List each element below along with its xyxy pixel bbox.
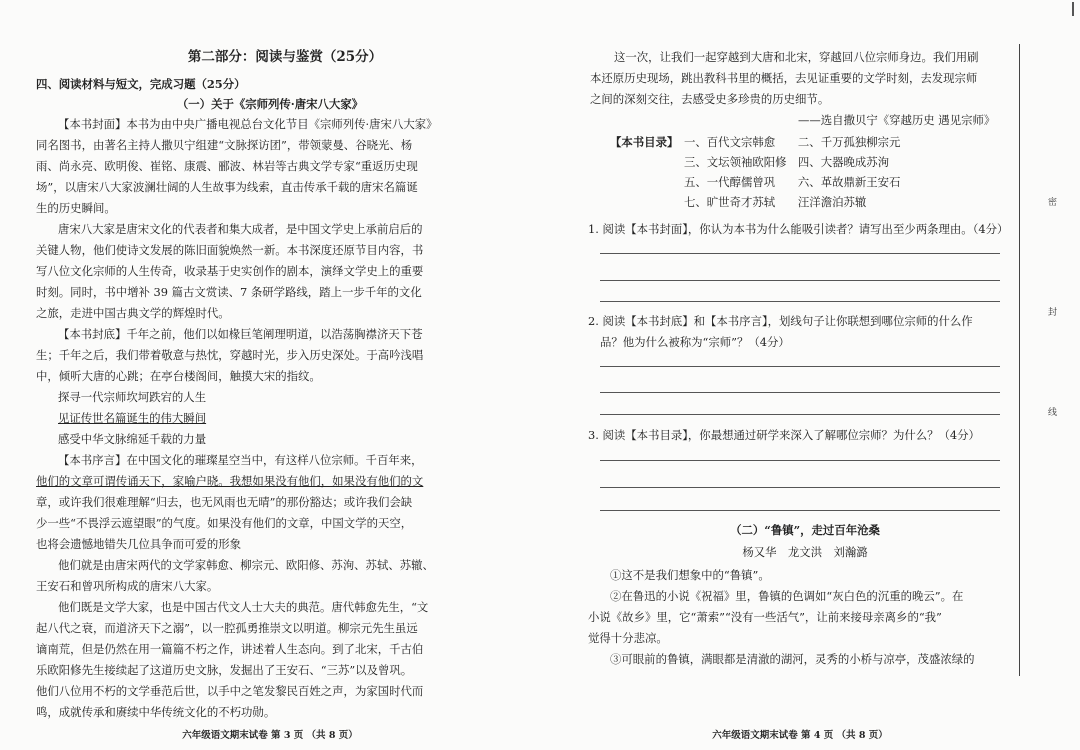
paragraph-line: 他们既是文学大家，也是中国古代文人士大夫的典范。唐代韩愈先生，“文 (58, 600, 429, 614)
paragraph-line: 写八位文化宗师的人生传奇，收录基于史实创作的剧本，演绎文学史上的重要 (36, 264, 424, 278)
section-title: 第二部分：阅读与鉴赏（25分） (187, 49, 383, 65)
toc-line: 七、旷世奇才苏轼 汪洋澹泊苏辙 (684, 195, 867, 209)
paragraph-line: 章，或许我们很难理解“归去，也无风雨也无晴”的那份豁达；或许我们会缺 (36, 495, 413, 509)
paragraph-line: 雨、尚永亮、欧明俊、崔铭、康震、郦波、林岩等古典文学专家“重返历史现 (36, 159, 418, 173)
answer-line[interactable] (600, 460, 1000, 461)
toc-line: 三、文坛领袖欧阳修 四、大器晚成苏洵 (684, 155, 890, 169)
right-page (540, 0, 1080, 750)
passage-line: ①这不是我们想象中的“鲁镇”。 (610, 568, 770, 582)
paragraph-line: 【本书封面】本书为由中央广播电视总台文化节目《宗师列传·唐宋八大家》 (58, 117, 438, 131)
paragraph-line: 时刻。同时，书中增补 39 篇古文赏读、7 条研学路线，踏上一步千年的文化 (36, 285, 422, 299)
answer-line[interactable] (600, 301, 1000, 302)
sub-heading: （一）关于《宗师列传·唐宋八大家》 (176, 97, 364, 111)
passage-line: 觉得十分悲凉。 (588, 631, 668, 645)
poem-line-underlined: 见证传世名篇诞生的伟大瞬间 (58, 411, 207, 425)
binding-mark: 封 (1048, 308, 1058, 318)
poem-line: 感受中华文脉绵延千载的力量 (58, 432, 207, 446)
paragraph-line: 生；千年之后，我们带着敬意与热忱，穿越时光，步入历史深处。于高吟浅唱 (36, 348, 424, 362)
answer-line[interactable] (600, 392, 1000, 393)
paragraph-line: 【本书封底】千年之前，他们以如椽巨笔阐理明道，以浩荡胸襟济天下苍 (58, 327, 423, 341)
source-citation: ——选自撒贝宁《穿越历史 遇见宗师》 (798, 113, 996, 127)
answer-line[interactable] (600, 510, 1000, 511)
question-2: 2. 阅读【本书封底】和【本书序言】，划线句子让你联想到哪位宗师的什么作 (588, 314, 973, 328)
toc-label: 【本书目录】 (610, 135, 679, 149)
question-2-cont: 品？他为什么被称为“宗师”？（4分） (600, 335, 790, 349)
paragraph-line: 他们八位用不朽的文学垂范后世，以手中之笔发黎民百姓之声，为家国时代而 (36, 684, 424, 698)
part-heading: 四、阅读材料与短文，完成习题（25分） (36, 77, 246, 91)
paragraph-line: 也将会遗憾地错失几位具争而可爱的形象 (36, 537, 242, 551)
paragraph-line: 鸣，成就传承和赓续中华传统文化的不朽功勋。 (36, 705, 276, 719)
paragraph-line: 场”，以唐宋八大家波澜壮阔的人生故事为线索，直击传承千载的唐宋名篇诞 (36, 180, 418, 194)
paragraph-line-underlined: 他们的文章可谓传诵天下，家喻户晓。我想如果没有他们，如果没有他们的文 (36, 474, 424, 488)
page-footer: 六年级语文期末试卷 第 3 页 （共 8 页） (182, 730, 358, 741)
paragraph-line: 之旅，走进中国古典文学的辉煌时代。 (36, 306, 230, 320)
page-footer: 六年级语文期末试卷 第 4 页 （共 8 页） (712, 730, 888, 741)
intro-line: 本还原历史现场，跳出教科书里的概括，去见证重要的文学时刻，去发现宗师 (590, 71, 978, 85)
paragraph-line: 谪南荒，但是仍然在用一篇篇不朽之作，讲述着人生态向。到了北宋，千古伯 (36, 642, 424, 656)
toc-line: 一、百代文宗韩愈 二、千万孤独柳宗元 (684, 135, 901, 149)
toc-line: 五、一代醇儒曾巩 六、革故鼎新王安石 (684, 175, 901, 189)
paragraph-line: 乐欧阳修先生接续起了这道历史文脉，发掘出了王安石、“三苏”以及曾巩。 (36, 663, 413, 677)
passage-line: ②在鲁迅的小说《祝福》里，鲁镇的色调如“灰白色的沉重的晚云”。在 (610, 589, 964, 603)
answer-line[interactable] (600, 253, 1000, 254)
paragraph-line: 关键人物，他们使诗文发展的陈旧面貌焕然一新。本书深度还原节目内容，书 (36, 243, 424, 257)
passage-authors: 杨又华 龙文洪 刘瀚潞 (742, 545, 868, 559)
passage-title: （二）“鲁镇”，走过百年沧桑 (730, 523, 880, 537)
paragraph-line: 唐宋八大家是唐宋文化的代表者和集大成者，是中国文学史上承前启后的 (58, 222, 423, 236)
paragraph-line: 【本书序言】在中国文化的璀璨星空当中，有这样八位宗师。千百年来， (58, 453, 423, 467)
question-3: 3. 阅读【本书目录】，你最想通过研学来深入了解哪位宗师？为什么？（4分） (588, 428, 980, 442)
intro-line: 这一次，让我们一起穿越到大唐和北宋，穿越回八位宗师身边。我们用刷 (614, 50, 979, 64)
paragraph-line: 中，倾听大唐的心跳；在亭台楼阁间，触摸大宋的指纹。 (36, 369, 321, 383)
binding-mark: 密 (1048, 198, 1058, 208)
paragraph-line: 王安石和曾巩所构成的唐宋八大家。 (36, 579, 219, 593)
paragraph-line: 生的历史瞬间。 (36, 201, 116, 215)
answer-line[interactable] (600, 414, 1000, 415)
edge-mark (1072, 2, 1074, 16)
paragraph-line: 他们就是由唐宋两代的文学家韩愈、柳宗元、欧阳修、苏洵、苏轼、苏辙、 (58, 558, 434, 572)
poem-line: 探寻一代宗师坎坷跌宕的人生 (58, 390, 207, 404)
answer-line[interactable] (600, 366, 1000, 367)
paragraph-line: 起八代之衰，而道济天下之溺”，以一腔孤勇推崇文以明道。柳宗元先生虽远 (36, 621, 418, 635)
paragraph-line: 同名图书，由著名主持人撒贝宁组建“文脉探访团”，带领蒙曼、谷晓光、杨 (36, 138, 413, 152)
answer-line[interactable] (600, 487, 1000, 488)
answer-line[interactable] (600, 280, 1000, 281)
intro-line: 之间的深刻交往，去感受史多珍贵的历史细节。 (590, 92, 830, 106)
passage-line: 小说《故乡》里，它“萧索”“没有一些活气”，让前来接母亲离乡的“我” (588, 610, 942, 624)
question-1: 1. 阅读【本书封面】，你认为本书为什么能吸引读者？请写出至少两条理由。（4分） (588, 222, 1009, 236)
binding-line (1019, 44, 1020, 676)
binding-mark: 线 (1048, 408, 1058, 418)
paragraph-line: 少一些“不畏浮云遮望眼”的气度。如果没有他们的文章，中国文学的天空， (36, 516, 413, 530)
passage-line: ③可眼前的鲁镇，满眼都是清澈的湖河，灵秀的小桥与凉亭，茂盛浓绿的 (610, 652, 975, 666)
